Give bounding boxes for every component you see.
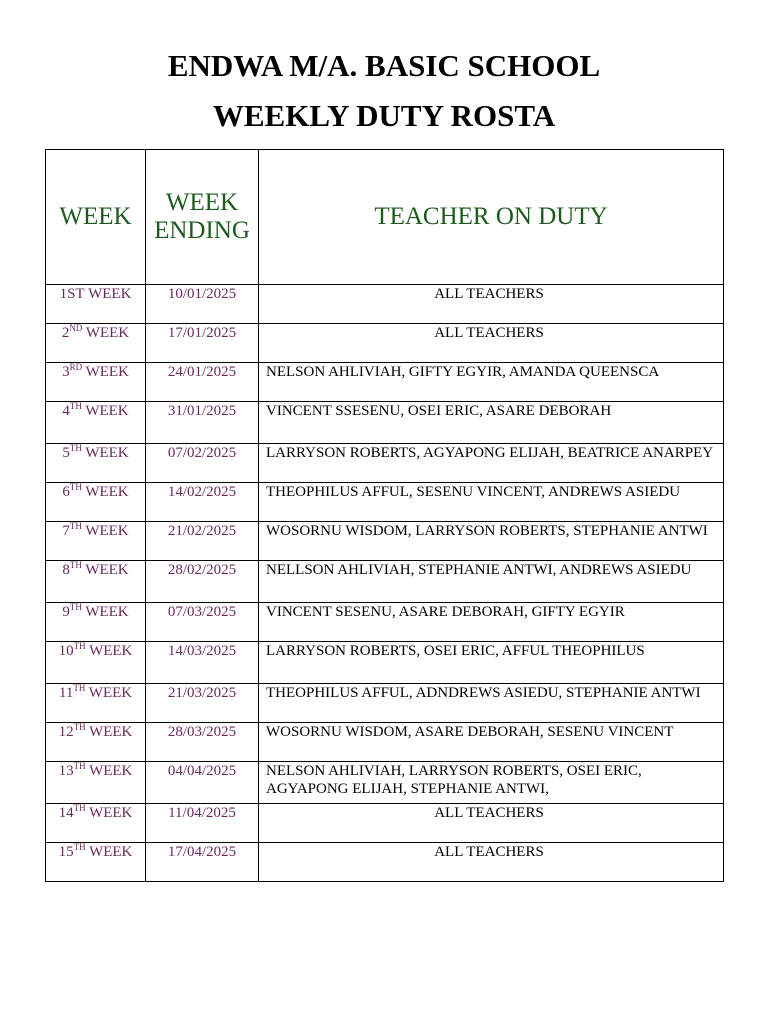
header-week-ending (146, 150, 259, 285)
week-number: 5 (62, 445, 70, 461)
week-cell (46, 444, 146, 483)
table-header-row (46, 150, 724, 285)
teachers-cell: ALL TEACHERS (259, 843, 724, 882)
table-row (46, 444, 724, 483)
week-ending-cell: 17/01/2025 (146, 324, 259, 363)
week-ordinal-suffix: TH (73, 683, 86, 693)
week-ordinal-suffix: TH (73, 641, 86, 651)
week-ordinal-suffix: TH (69, 401, 82, 411)
week-cell (46, 324, 146, 363)
week-ordinal-suffix: TH (73, 761, 86, 771)
week-number: 8 (62, 562, 70, 578)
table-row (46, 561, 724, 603)
week-label: WEEK (81, 403, 129, 419)
week-label: WEEK (84, 286, 132, 302)
week-label: WEEK (82, 364, 129, 380)
week-ending-cell: 04/04/2025 (146, 762, 259, 804)
teachers-cell: NELSON AHLIVIAH, LARRYSON ROBERTS, OSEI ERIC, AGYAPONG ELIJAH, STEPHANIE ANTWI, (259, 762, 724, 804)
week-cell (46, 285, 146, 324)
teachers-cell: NELLSON AHLIVIAH, STEPHANIE ANTWI, ANDREWS ASIEDU (259, 561, 724, 603)
week-ending-cell: 28/03/2025 (146, 723, 259, 762)
week-ending-cell: 07/03/2025 (146, 603, 259, 642)
table-row (46, 285, 724, 324)
school-name: ENDWA M/A. BASIC SCHOOL (167, 48, 601, 83)
week-number: 6 (62, 484, 70, 500)
table-row (46, 804, 724, 843)
week-label: WEEK (81, 445, 129, 461)
teachers-cell: VINCENT SESENU, ASARE DEBORAH, GIFTY EGYIR (259, 603, 724, 642)
week-ending-cell: 11/04/2025 (146, 804, 259, 843)
week-cell (46, 723, 146, 762)
week-ending-cell: 31/01/2025 (146, 402, 259, 444)
week-cell (46, 804, 146, 843)
teachers-cell: LARRYSON ROBERTS, AGYAPONG ELIJAH, BEATRICE ANARPEY (259, 444, 724, 483)
week-label: WEEK (82, 325, 130, 341)
week-cell (46, 642, 146, 684)
header-week-ending-line2: ENDING (154, 217, 250, 244)
week-ordinal-suffix: TH (73, 842, 86, 852)
teachers-cell: ALL TEACHERS (259, 285, 724, 324)
week-cell (46, 402, 146, 444)
week-label: WEEK (85, 844, 133, 860)
week-number: 9 (62, 604, 70, 620)
week-ordinal-suffix: TH (69, 482, 82, 492)
week-label: WEEK (81, 562, 129, 578)
week-label: WEEK (81, 523, 129, 539)
week-ending-cell: 14/02/2025 (146, 483, 259, 522)
teachers-cell: THEOPHILUS AFFUL, SESENU VINCENT, ANDREWS ASIEDU (259, 483, 724, 522)
week-number: 12 (58, 724, 74, 740)
week-ordinal-suffix: TH (69, 560, 82, 570)
header-week-label: WEEK (59, 203, 132, 230)
header-teacher-label: TEACHER ON DUTY (374, 203, 608, 230)
week-cell (46, 684, 146, 723)
week-ending-cell: 07/02/2025 (146, 444, 259, 483)
week-label: WEEK (85, 685, 133, 701)
week-cell (46, 603, 146, 642)
week-cell (46, 762, 146, 804)
teachers-cell: WOSORNU WISDOM, ASARE DEBORAH, SESENU VINCENT (259, 723, 724, 762)
week-cell (46, 561, 146, 603)
week-cell (46, 363, 146, 402)
week-ordinal-suffix: ND (69, 323, 83, 333)
week-ordinal-suffix: RD (69, 362, 83, 372)
teachers-cell: VINCENT SSESENU, OSEI ERIC, ASARE DEBORAH (259, 402, 724, 444)
header-week (46, 150, 146, 285)
week-label: WEEK (85, 805, 133, 821)
week-ordinal-suffix: TH (69, 602, 82, 612)
header-week-ending-line1: WEEK (165, 189, 239, 216)
week-ordinal-suffix: TH (73, 803, 86, 813)
duty-roster-table (45, 149, 724, 882)
teachers-cell: NELSON AHLIVIAH, GIFTY EGYIR, AMANDA QUEENSCA (259, 363, 724, 402)
roster-body (46, 285, 724, 882)
week-ordinal-suffix: TH (73, 722, 86, 732)
week-number: 13 (58, 763, 74, 779)
teachers-cell: ALL TEACHERS (259, 324, 724, 363)
week-cell (46, 843, 146, 882)
teachers-cell: ALL TEACHERS (259, 804, 724, 843)
week-number: 2 (61, 325, 70, 341)
week-label: WEEK (81, 604, 129, 620)
table-row (46, 402, 724, 444)
week-label: WEEK (85, 643, 133, 659)
week-label: WEEK (85, 724, 133, 740)
week-ending-cell: 17/04/2025 (146, 843, 259, 882)
week-number: 15 (58, 844, 74, 860)
week-number: 7 (62, 523, 70, 539)
teachers-cell: THEOPHILUS AFFUL, ADNDREWS ASIEDU, STEPHANIE ANTWI (259, 684, 724, 723)
week-ordinal-suffix: TH (69, 521, 82, 531)
week-ordinal-suffix: TH (69, 443, 82, 453)
week-cell (46, 483, 146, 522)
teachers-cell: LARRYSON ROBERTS, OSEI ERIC, AFFUL THEOPHILUS (259, 642, 724, 684)
table-row (46, 603, 724, 642)
table-row (46, 723, 724, 762)
week-number: 11 (58, 685, 74, 701)
week-label: WEEK (81, 484, 129, 500)
table-row (46, 762, 724, 804)
table-row (46, 642, 724, 684)
week-number: 14 (58, 805, 74, 821)
table-row (46, 363, 724, 402)
week-number: 4 (62, 403, 70, 419)
week-label: WEEK (85, 763, 133, 779)
table-row (46, 324, 724, 363)
table-row (46, 843, 724, 882)
roster-title: WEEKLY DUTY ROSTA (212, 98, 556, 133)
table-row (46, 522, 724, 561)
table-row (46, 483, 724, 522)
week-cell (46, 522, 146, 561)
week-number: 10 (58, 643, 74, 659)
week-ending-cell: 21/03/2025 (146, 684, 259, 723)
week-ending-cell: 14/03/2025 (146, 642, 259, 684)
week-ending-cell: 21/02/2025 (146, 522, 259, 561)
teachers-cell: WOSORNU WISDOM, LARRYSON ROBERTS, STEPHANIE ANTWI (259, 522, 724, 561)
week-number: 1ST (59, 286, 85, 302)
week-number: 3 (62, 364, 70, 380)
header-teacher-on-duty (259, 150, 724, 285)
week-ending-cell: 24/01/2025 (146, 363, 259, 402)
week-ending-cell: 28/02/2025 (146, 561, 259, 603)
table-row (46, 684, 724, 723)
week-ending-cell: 10/01/2025 (146, 285, 259, 324)
